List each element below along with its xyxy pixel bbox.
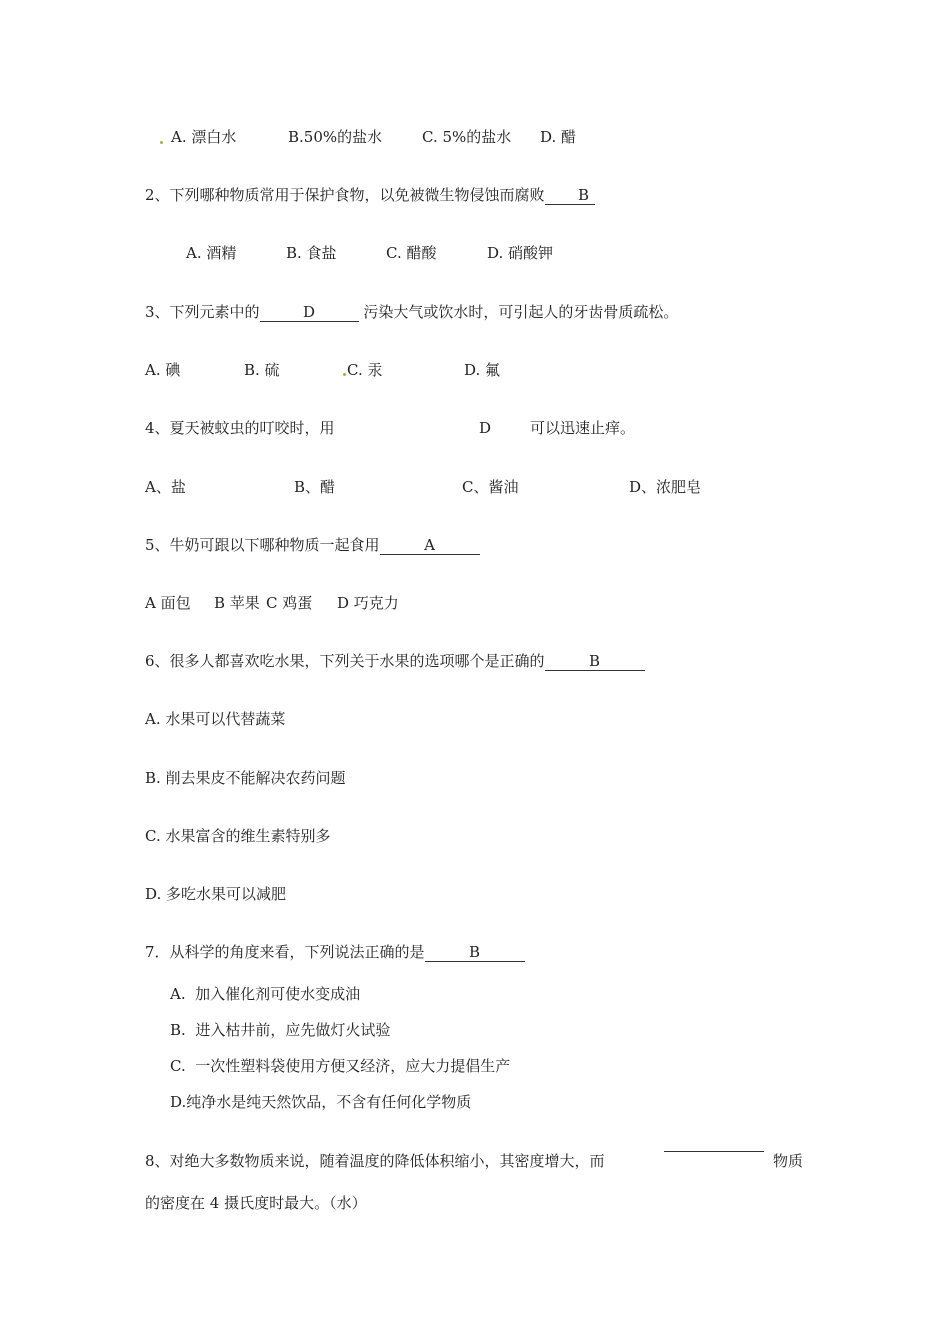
q6-answer: B bbox=[589, 652, 601, 670]
q3-stem-before: 3、下列元素中的 bbox=[145, 303, 260, 321]
q7-stem: 7．从科学的角度来看，下列说法正确的是 bbox=[145, 943, 425, 961]
q5-answer: A bbox=[424, 536, 435, 554]
q6-answer-blank bbox=[545, 653, 645, 671]
q2-option-a: A. 酒精 bbox=[186, 244, 237, 262]
q6-option-d: D. 多吃水果可以减肥 bbox=[145, 885, 287, 903]
q2-answer: B bbox=[578, 186, 590, 204]
q8-line1-after: 物质 bbox=[773, 1152, 804, 1170]
q5-option-c: C 鸡蛋 bbox=[266, 594, 313, 612]
q5-answer-blank bbox=[380, 537, 480, 555]
q6-option-a: A. 水果可以代替蔬菜 bbox=[145, 710, 286, 728]
q2-option-b: B. 食盐 bbox=[286, 244, 337, 262]
q5-option-b: B 苹果 bbox=[214, 594, 260, 612]
q4-stem-before: 4、夏天被蚊虫的叮咬时，用 bbox=[145, 419, 335, 437]
q8-line2: 的密度在 4 摄氏度时最大。（水） bbox=[145, 1194, 367, 1212]
q7-option-b: B. 进入枯井前，应先做灯火试验 bbox=[170, 1021, 391, 1039]
q1-option-d: D. 醋 bbox=[540, 128, 577, 146]
q2-stem: 2、下列哪种物质常用于保护食物，以免被微生物侵蚀而腐败 bbox=[145, 186, 545, 204]
q3-option-b: B. 硫 bbox=[244, 361, 280, 379]
q1-option-a: A. 漂白水 bbox=[171, 128, 237, 146]
q6-stem: 6、很多人都喜欢吃水果，下列关于水果的选项哪个是正确的 bbox=[145, 652, 545, 670]
q5-option-a: A 面包 bbox=[145, 594, 191, 612]
q7-answer: B bbox=[469, 943, 481, 961]
q7-question bbox=[145, 942, 525, 962]
q3-stem-after: 污染大气或饮水时，可引起人的牙齿骨质疏松。 bbox=[358, 303, 679, 321]
q8-answer-blank bbox=[664, 1151, 764, 1152]
q3-answer: D bbox=[303, 303, 316, 321]
q6-question bbox=[145, 651, 645, 671]
q1-option-c: C. 5%的盐水 bbox=[422, 128, 512, 146]
q2-answer-blank bbox=[545, 187, 595, 205]
stray-dot bbox=[160, 141, 163, 144]
q3-option-c: C. 汞 bbox=[347, 361, 383, 379]
q1-option-b: B.50%的盐水 bbox=[288, 128, 383, 146]
stray-dot bbox=[343, 373, 346, 376]
q6-option-c: C. 水果富含的维生素特别多 bbox=[145, 827, 331, 845]
q7-option-d: D.纯净水是纯天然饮品，不含有任何化学物质 bbox=[170, 1093, 472, 1111]
q7-option-c: C. 一次性塑料袋使用方便又经济，应大力提倡生产 bbox=[170, 1057, 511, 1075]
q8-line1-before: 8、对绝大多数物质来说，随着温度的降低体积缩小，其密度增大，而 bbox=[145, 1152, 605, 1170]
q3-answer-blank bbox=[260, 304, 359, 322]
q5-question bbox=[145, 535, 480, 555]
q3-option-a: A. 碘 bbox=[145, 361, 181, 379]
q4-answer: D bbox=[479, 419, 492, 437]
q4-option-d: D、浓肥皂 bbox=[629, 478, 702, 496]
q6-option-b: B. 削去果皮不能解决农药问题 bbox=[145, 769, 346, 787]
q5-stem: 5、牛奶可跟以下哪种物质一起食用 bbox=[145, 536, 380, 554]
q2-question bbox=[145, 185, 595, 205]
q4-option-b: B、醋 bbox=[294, 478, 336, 496]
q3-option-d: D. 氟 bbox=[464, 361, 501, 379]
q3-question bbox=[145, 302, 678, 322]
q7-answer-blank bbox=[425, 944, 525, 962]
q7-option-a: A. 加入催化剂可使水变成油 bbox=[170, 985, 361, 1003]
q5-option-d: D 巧克力 bbox=[337, 594, 399, 612]
q4-stem-after: 可以迅速止痒。 bbox=[530, 419, 636, 437]
q4-option-c: C、酱油 bbox=[462, 478, 519, 496]
q2-option-c: C. 醋酸 bbox=[386, 244, 437, 262]
q4-option-a: A、盐 bbox=[145, 478, 186, 496]
q2-option-d: D. 硝酸钾 bbox=[487, 244, 554, 262]
